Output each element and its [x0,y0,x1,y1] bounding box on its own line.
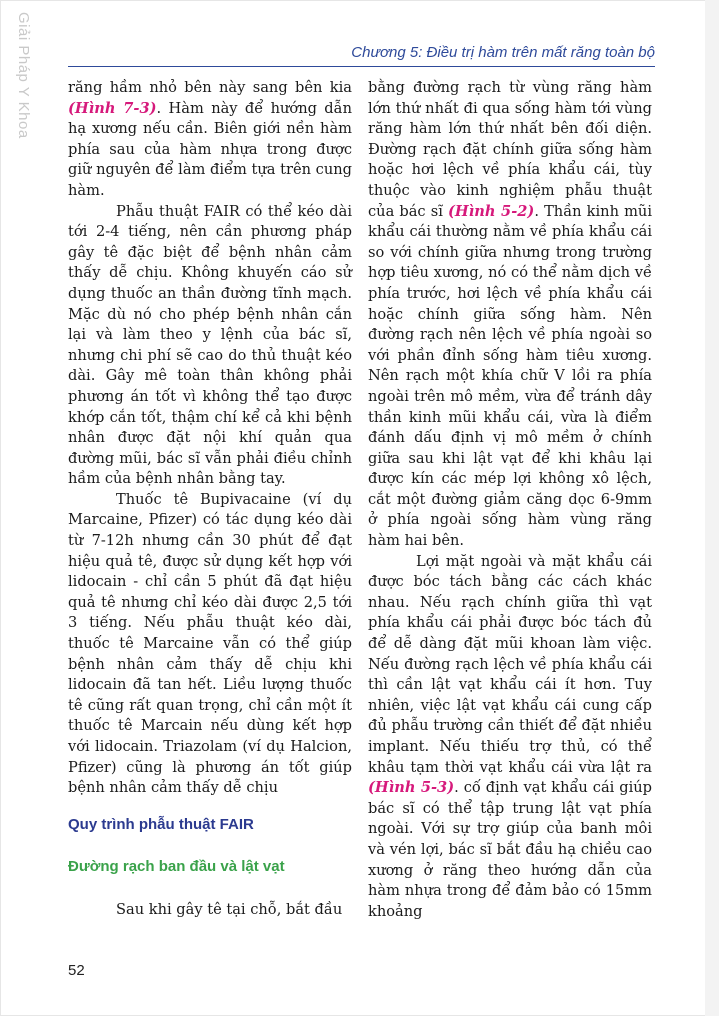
left-column [68,78,352,921]
side-watermark-text: Giải Pháp Y Khoa [15,12,32,139]
page-edge [705,0,719,1016]
paragraph: bằng đường rạch từ vùng răng hàm lớn thứ nhất đi qua sống hàm tới vùng răng hàm lớn thứ nhất bên đối diện. Đường rạch đặt chính giữa sống hàm hoặc hơi lệch về phía khẩu cái, tùy thuộc vào kinh nghiệm phẫu thuật của bác sĩ (Hình 5-2). Thần kinh mũi khẩu cái thường nằm về phía khẩu cái so với chính giữa nhưng trong trường hợp tiêu xương, nó có thể nằm dịch về phía trước, hơi lệch về phía khẩu cái hoặc chính giữa sống hàm. Nên đường rạch nên lệch về phía ngoài so với phần đỉnh sống hàm tiêu xương. Nên rạch một khía chữ V lồi ra phía ngoài trên mô mềm, vừa để tránh dây thần kinh mũi khẩu cái, vừa là điểm đánh dấu định vị mô mềm ở chính giữa sau khi lật vạt để khi khâu lại được kín các mép lợi không xô lệch, cắt một đường giảm căng dọc 6-9mm ở phía ngoài sống hàm vùng răng hàm hai bên. [368,79,652,550]
section-heading: Quy trình phẫu thuật FAIR [68,815,254,833]
chapter-title: Chương 5: Điều trị hàm trên mất răng toàn bộ [351,44,655,61]
figure-reference: (Hình 5-2) [448,202,535,220]
side-watermark [14,12,34,172]
header-rule [68,66,655,67]
paragraph: Thuốc tê Bupivacaine (ví dụ Marcaine, Pfizer) có tác dụng kéo dài từ 7-12h nhưng cần 30 phút để đạt hiệu quả tê, được sử dụng kết hợp với lidocain - chỉ cần 5 phút đã đạt hiệu quả tê nhưng chỉ kéo dài được 2,5 tới 3 tiếng. Nếu phẫu thuật kéo dài, thuốc tê Marcaine vẫn có thể giúp bệnh nhân cảm thấy dễ chịu khi lidocain đã tan hết. Liều lượng thuốc tê cũng rất quan trọng, chỉ cần một ít thuốc tê Marcain nếu dùng kết hợp với lidocain. Triazolam (ví dụ Halcion, Pfizer) cũng là phương án tốt giúp bệnh nhân cảm thấy dễ chịu [68,490,352,797]
paragraph: Phẫu thuật FAIR có thể kéo dài tới 2-4 tiếng, nên cần phương pháp gây tê đặc biệt để bệnh nhân cảm thấy dễ chịu. Không khuyến cáo sử dụng thuốc an thần đường tĩnh mạch. Mặc dù nó cho phép bệnh nhân cắn lại và làm theo y lệnh của bác sĩ, nhưng chi phí sẽ cao do thủ thuật kéo dài. Gây mê toàn thân không phải phương án tốt vì không thể tạo được khớp cắn tốt, thậm chí kể cả khi bệnh nhân được đặt nội khí quản qua đường mũi, bác sĩ vẫn phải điều chỉnh hầm của bệnh nhân bằng tay. [68,202,352,488]
paragraph: Lợi mặt ngoài và mặt khẩu cái được bóc tách bằng các cách khác nhau. Nếu rạch chính giữa thì vạt phía khẩu cái phải được bóc tách đủ để dễ dàng đặt mũi khoan làm việc. Nếu đường rạch lệch về phía khẩu cái thì cần lật vạt khẩu cái ít hơn. Tuy nhiên, việc lật vạt khẩu cái cung cấp đủ phẫu trường cần thiết để đặt nhiều implant. Nếu thiếu trợ thủ, có thể khâu tạm thời vạt khẩu cái vừa lật ra (Hình 5-3). cố định vạt khẩu cái giúp bác sĩ có thể tập trung lật vạt phía ngoài. Với sự trợ giúp của banh môi và vén lợi, bác sĩ bắt đầu hạ chiều cao xương ở răng theo hướng dẫn của hàm nhựa trong để đảm bảo có 15mm khoảng [368,552,653,920]
paragraph: Sau khi gây tê tại chỗ, bắt đầu [116,900,343,918]
page-number: 52 [68,962,85,979]
figure-reference: (Hình 7-3) [68,99,157,117]
right-column [368,78,652,922]
paragraph: răng hầm nhỏ bên này sang bên kia (Hình 7-3). Hàm này để hướng dẫn hạ xương nếu cần. Biên giới nền hàm phía sau của hàm nhựa trong được giữ nguyên để làm điểm tựa trên cung hàm. [68,79,352,199]
subsection-heading: Đường rạch ban đầu và lật vạt [68,858,285,876]
figure-reference: (Hình 5-3) [368,779,455,797]
